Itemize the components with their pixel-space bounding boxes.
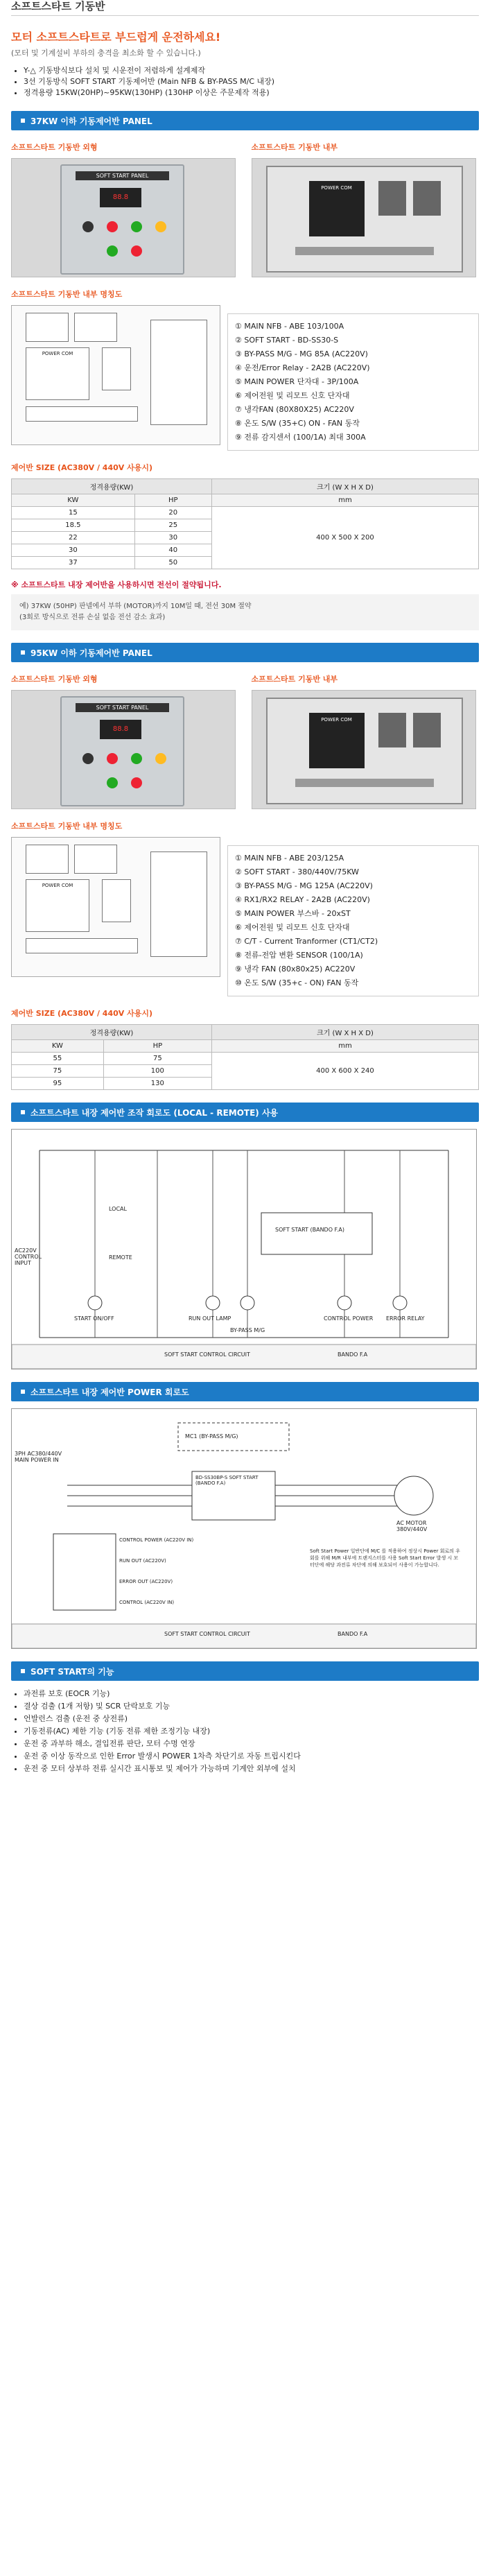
switch-icon: [82, 221, 94, 232]
lamp-red-icon: [107, 753, 118, 764]
label-soft-start: SOFT START (BANDO F.A): [275, 1227, 345, 1233]
layout-diagram: [11, 305, 220, 445]
section1-photos: [11, 130, 479, 277]
slot: [150, 320, 207, 425]
intro-bullet: • Y-△ 기동방식보다 설치 및 시운전이 저렴하게 설계제작: [24, 65, 479, 76]
section1-banner-text: 37KW 이하 기동제어반 PANEL: [30, 116, 152, 126]
photo-inside-label: 소프트스타트 기동반 내부: [251, 675, 338, 684]
size-table: [11, 478, 479, 569]
size-label: 제어반 SIZE (AC380V / 440V 사용시): [11, 1009, 153, 1018]
feature-item: • 운전 중 이상 동작으로 인한 Error 발생시 POWER 1차측 차단기로 자동 트립시킨다: [24, 1750, 479, 1763]
table-row: 37 50: [12, 557, 479, 569]
contactor-icon: [413, 713, 441, 747]
photo-front-label: 소프트스타트 기동반 외형: [11, 675, 98, 684]
label-control-power: CONTROL POWER: [324, 1315, 374, 1322]
panel-enclosure: [60, 696, 184, 806]
square-bullet-icon: [21, 1110, 25, 1114]
soft-start-block: [261, 1213, 372, 1254]
th-mm: mm: [211, 1040, 478, 1053]
layout-label: 소프트스타트 기동반 내부 명칭도: [11, 290, 123, 299]
note-line: 예) 37KW (50HP) 판넬에서 부하 (MOTOR)까지 10M일 때, 전선 30M 절약: [19, 603, 252, 610]
panel-inside-photo: [252, 158, 476, 277]
feature-item: • 과전류 보호 (EOCR 기능): [24, 1688, 479, 1700]
lamp-icon: [88, 1296, 102, 1310]
contactor-icon: [378, 181, 406, 216]
parts-list: [227, 845, 479, 996]
panel-interior: [266, 166, 463, 273]
panel-display: 88.8: [100, 720, 141, 739]
parts-item: ② SOFT START - BD-SS30-S: [235, 336, 339, 345]
label-remote: REMOTE: [109, 1254, 132, 1261]
lamp-red-icon: [107, 221, 118, 232]
panel-front-photo: [11, 690, 236, 809]
slot: [74, 845, 117, 874]
table-row: 30 40: [12, 544, 479, 557]
lamp-green-icon: [131, 753, 142, 764]
slot: [102, 879, 131, 922]
contactor-icon: [413, 181, 441, 216]
square-bullet-icon: [21, 119, 25, 123]
th-hp: HP: [103, 1040, 211, 1053]
button-red-icon: [131, 245, 142, 257]
label-main-power: 3PH AC380/440V MAIN POWER IN: [15, 1451, 62, 1463]
section2-banner-text: 95KW 이하 기동제어반 PANEL: [30, 648, 152, 658]
section2-photos: [11, 662, 479, 809]
intro: [11, 28, 479, 98]
parts-item: ⑨ 냉각 FAN (80x80x25) AC220V: [235, 965, 356, 974]
section1-layout: [11, 305, 479, 451]
label-control-input: AC220V CONTROL INPUT: [15, 1247, 42, 1266]
th-hp: HP: [134, 494, 211, 507]
table-row: 22 30: [12, 532, 479, 544]
dimension-cell: 400 X 500 X 200: [211, 507, 478, 569]
label-soft-start: BD-SS30BP-S SOFT START (BANDO F.A): [195, 1475, 259, 1486]
button-red-icon: [131, 777, 142, 788]
label-motor: AC MOTOR 380V/440V: [396, 1520, 428, 1532]
table-row: 18.5 25: [12, 519, 479, 532]
wire-saving-note: [11, 594, 479, 630]
lamp-icon: [338, 1296, 351, 1310]
parts-item: ⑩ 온도 S/W (35+c - ON) FAN 동작: [235, 978, 359, 987]
button-green-icon: [107, 245, 118, 257]
panel-interior: [266, 698, 463, 804]
panel-inside-photo: [252, 690, 476, 809]
parts-list: [227, 313, 479, 451]
parts-item: ⑤ MAIN POWER 부스바 - 20xST: [235, 909, 351, 918]
lamp-yellow-icon: [155, 753, 166, 764]
title-block-company: BANDO F.A: [338, 1351, 368, 1358]
power-circuit-diagram: [11, 1408, 477, 1649]
terminal-block-icon: [295, 247, 434, 255]
title-block-name: SOFT START CONTROL CIRCUIT: [164, 1351, 250, 1358]
square-bullet-icon: [21, 650, 25, 655]
soft-start-module: POWER COM: [309, 713, 365, 768]
th-capacity: 정격용량(KW): [12, 479, 212, 494]
slot: [26, 938, 138, 953]
feature-item: • 언발런스 검출 (운전 중 상전류): [24, 1713, 479, 1725]
feature-item: • 운전 중 모터 상부하 전류 실시간 표시통보 및 제어가 가능하며 기계안 외부에 설치: [24, 1763, 479, 1775]
slot: [26, 845, 69, 874]
parts-item: ② SOFT START - 380/440V/75KW: [235, 867, 359, 876]
slot: [102, 347, 131, 390]
label-bypass-mc: MC1 (BY-PASS M/G): [185, 1433, 238, 1440]
section4-banner-text: 소프트스타트 내장 제어반 POWER 회로도: [30, 1387, 189, 1397]
parts-item: ⑤ MAIN POWER 단자대 - 3P/100A: [235, 377, 359, 386]
table-row: 95 130: [12, 1078, 479, 1090]
th-kw: KW: [12, 494, 135, 507]
th-mm: mm: [211, 494, 478, 507]
slot-module: POWER COM: [26, 347, 89, 400]
square-bullet-icon: [21, 1390, 25, 1394]
th-capacity: 정격용량(KW): [12, 1025, 212, 1040]
lamp-yellow-icon: [155, 221, 166, 232]
parts-item: ⑦ C/T - Current Tranformer (CT1/CT2): [235, 937, 378, 946]
note-line: (3회로 방식으로 전류 손실 없음 전선 감소 효과): [19, 614, 166, 621]
intro-bullets: [11, 65, 479, 98]
parts-item: ⑨ 전류 감지센서 (100/1A) 최대 300A: [235, 433, 366, 442]
label-start: START ON/OFF: [74, 1315, 114, 1322]
parts-item: ⑦ 냉각FAN (80X80X25) AC220V: [235, 405, 354, 414]
section4-banner: [11, 1382, 479, 1401]
slot-module: POWER COM: [26, 879, 89, 932]
contactor-icon: [378, 713, 406, 747]
lamp-icon: [393, 1296, 407, 1310]
section1-banner: [11, 111, 479, 130]
dimension-cell: 400 X 600 X 240: [211, 1053, 478, 1090]
switch-icon: [82, 753, 94, 764]
feature-item: • 기동전류(AC) 제한 기능 (기동 전류 제한 조정기능 내장): [24, 1725, 479, 1738]
feature-list: [11, 1688, 479, 1775]
intro-bullet: • 정격용량 15KW(20HP)~95KW(130HP) (130HP 이상은 주문제작 적용): [24, 87, 479, 98]
slot: [150, 852, 207, 957]
label-run-out: RUN OUT (AC220V): [119, 1558, 166, 1564]
label-bypass: BY-PASS M/G: [230, 1327, 265, 1333]
size-label: 제어반 SIZE (AC380V / 440V 사용시): [11, 463, 153, 472]
parts-item: ③ BY-PASS M/G - MG 125A (AC220V): [235, 881, 373, 890]
label-error-relay: ERROR RELAY: [386, 1315, 425, 1322]
lamp-green-icon: [131, 221, 142, 232]
parts-item: ⑧ 온도 S/W (35+C) ON - FAN 동작: [235, 419, 360, 428]
parts-item: ⑥ 제어전원 및 리모트 신호 단자대: [235, 923, 350, 932]
size-table: [11, 1024, 479, 1090]
feature-item: • 운전 중 과부하 해소, 결입전류 판단, 모터 수명 연장: [24, 1738, 479, 1750]
slot: [74, 313, 117, 342]
table-row: 15 20 400 X 500 X 200: [12, 507, 479, 519]
label-run-lamp: RUN OUT LAMP: [189, 1315, 231, 1322]
layout-label: 소프트스타트 기동반 내부 명칭도: [11, 822, 123, 831]
photo-front-label: 소프트스타트 기동반 외형: [11, 143, 98, 152]
feature-item: • 결상 검출 (1개 저항) 및 SCR 단락보호 기능: [24, 1700, 479, 1713]
section2-banner: [11, 643, 479, 662]
parts-item: ④ 운전/Error Relay - 2A2B (AC220V): [235, 363, 370, 372]
parts-item: ③ BY-PASS M/G - MG 85A (AC220V): [235, 349, 368, 358]
panel-front-photo: [11, 158, 236, 277]
layout-diagram: [11, 837, 220, 977]
section3-banner: [11, 1103, 479, 1122]
section5-banner: [11, 1661, 479, 1681]
photo-inside-label: 소프트스타트 기동반 내부: [251, 143, 338, 152]
label-error-out: ERROR OUT (AC220V): [119, 1579, 173, 1584]
panel-enclosure: [60, 164, 184, 275]
panel-display: 88.8: [100, 188, 141, 207]
wire-saving-warning: ※ 소프트스타트 내장 제어반을 사용하시면 전선이 절약됩니다.: [11, 580, 222, 589]
control-circuit-diagram: [11, 1129, 477, 1369]
soft-start-module: POWER COM: [309, 181, 365, 236]
th-kw: KW: [12, 1040, 104, 1053]
slot: [26, 313, 69, 342]
page-title: 소프트스타트 기동반: [11, 0, 479, 16]
section5-banner-text: SOFT START의 기능: [30, 1666, 114, 1677]
title-block-name: SOFT START CONTROL CIRCUIT: [164, 1631, 250, 1637]
slot: [26, 406, 138, 422]
terminal-block-icon: [295, 779, 434, 787]
parts-item: ① MAIN NFB - ABE 203/125A: [235, 854, 344, 863]
motor-icon: [394, 1476, 433, 1515]
relay-coil-icon: [206, 1296, 220, 1310]
button-green-icon: [107, 777, 118, 788]
label-local: LOCAL: [109, 1206, 127, 1212]
table-row: 75 100: [12, 1065, 479, 1078]
relay-coil-icon: [240, 1296, 254, 1310]
th-size: 크기 (W X H X D): [211, 1025, 478, 1040]
power-circuit-note: Soft Start Power 일반단에 M/C 를 적용하여 정상시 Power 회로의 우회를 위해 M/R 내부에 트랜지스터를 사용 Soft Start Error 발생 시 모터단에 해당 과전류 차단에 의해 보호되어 사용이 가능합니다.: [310, 1548, 460, 1568]
label-control-in: CONTROL (AC220V IN): [119, 1600, 175, 1605]
intro-sub: (모터 및 기계설비 부하의 충격을 최소화 할 수 있습니다.): [11, 49, 201, 58]
title-block-company: BANDO F.A: [338, 1631, 368, 1637]
table-row: 55 75 400 X 600 X 240: [12, 1053, 479, 1065]
panel-nameplate: SOFT START PANEL: [76, 703, 169, 712]
intro-headline: 모터 소프트스타트로 부드럽게 운전하세요!: [11, 31, 221, 44]
parts-item: ④ RX1/RX2 RELAY - 2A2B (AC220V): [235, 895, 370, 904]
parts-item: ⑥ 제어전원 및 리모트 신호 단자대: [235, 391, 350, 400]
panel-nameplate: SOFT START PANEL: [76, 171, 169, 180]
square-bullet-icon: [21, 1669, 25, 1673]
th-size: 크기 (W X H X D): [211, 479, 478, 494]
control-terminal-block: [53, 1534, 116, 1610]
intro-bullet: • 3선 기동방식 SOFT START 기동제어반 (Main NFB & BY-PASS M/C 내장): [24, 76, 479, 87]
section2-layout: [11, 837, 479, 996]
label-control-power: CONTROL POWER (AC220V IN): [119, 1537, 194, 1543]
parts-item: ① MAIN NFB - ABE 103/100A: [235, 322, 344, 331]
parts-item: ⑧ 전류-전압 변환 SENSOR (100/1A): [235, 951, 363, 960]
section3-banner-text: 소프트스타트 내장 제어반 조작 회로도 (LOCAL - REMOTE) 사용: [30, 1107, 279, 1118]
